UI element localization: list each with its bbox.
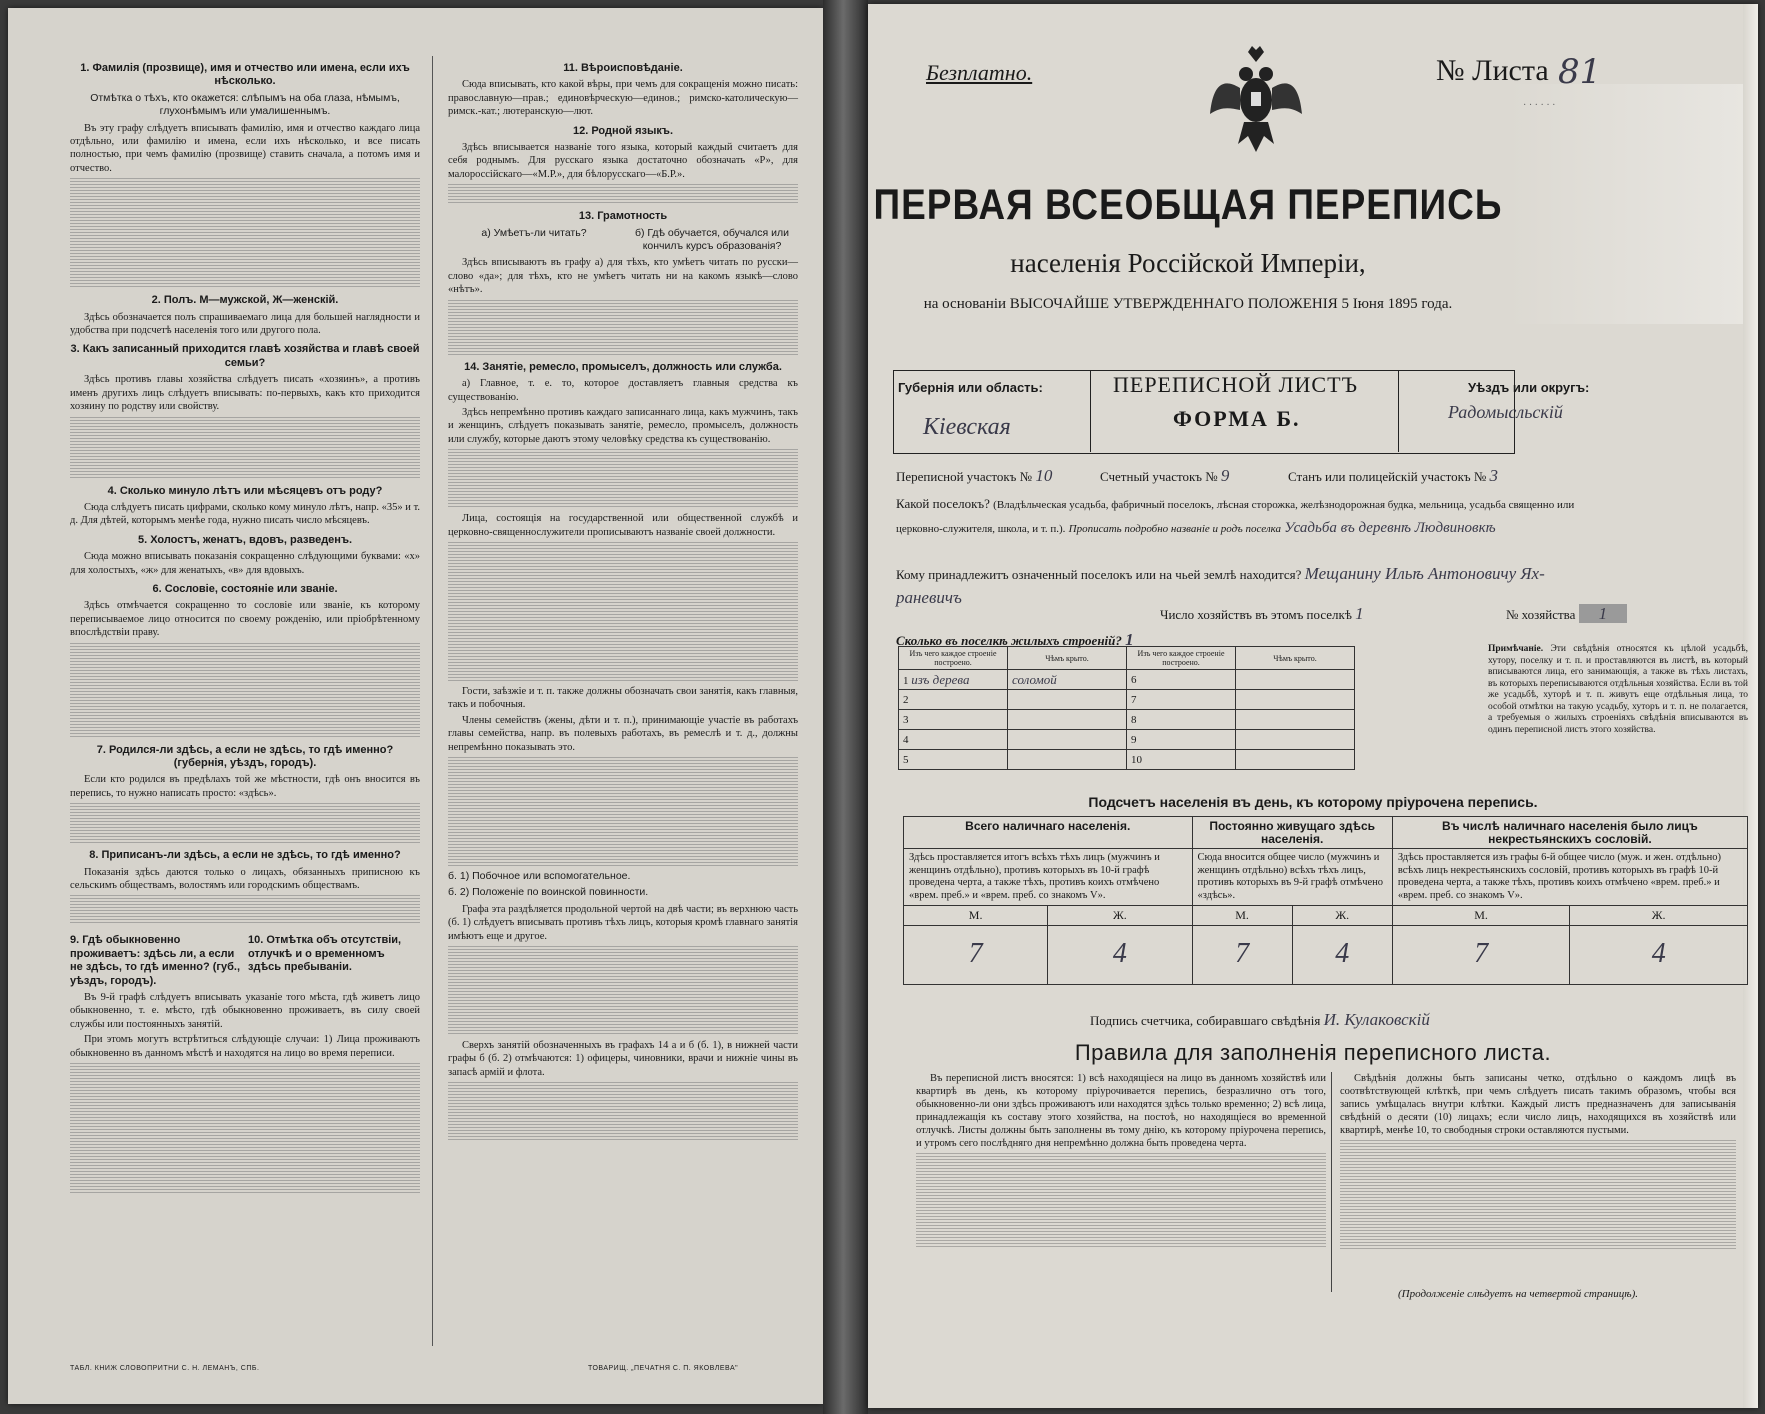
text-block xyxy=(916,1153,1326,1249)
male-header: М. xyxy=(1192,906,1292,926)
text-block xyxy=(448,1082,798,1142)
section-12-text: Здѣсь вписывается названіе того языка, который каждый считаетъ для себя роднымъ. Для русскаго языка достаточно обозначать «Р», для малороссійскаго—«М.Р.», для бѣлорусскаго—«Б.Р.». xyxy=(448,142,798,180)
section-13b-title: б) Гдѣ обучается, обучался или кончилъ курсъ образованія? xyxy=(634,226,790,253)
free-of-charge-label: Безплатно. xyxy=(926,60,1033,85)
row-number: 10 xyxy=(1127,750,1236,770)
roof-header-2: Чѣмъ крыто. xyxy=(1236,647,1355,670)
table-cell xyxy=(1236,750,1355,770)
text-block xyxy=(448,757,798,867)
section-14-title: 14. Занятіе, ремесло, промыселъ, должность или служба. xyxy=(464,360,782,373)
section-1-text: Въ эту графу слѣдуетъ вписывать фамилію, имя и отчество каждаго лица отдѣльно, или фамилію и имена, если ихъ нѣсколько, и все писать полностью, при чемъ фамилію (прозвище) ставить сначала, а потомъ имя и отчество. xyxy=(70,122,420,174)
page-title: ПЕРВАЯ ВСЕОБЩАЯ ПЕРЕПИСЬ xyxy=(873,180,1503,228)
permanent-male-count: 7 xyxy=(1192,925,1292,984)
table-cell xyxy=(1236,710,1355,730)
book-spine xyxy=(823,0,868,1414)
text-block xyxy=(448,184,798,204)
box-divider xyxy=(1398,370,1399,452)
section-13-title: 13. Грамотность xyxy=(578,210,668,223)
settlement-note: (Владѣльческая усадьба, фабричный поселокъ, лѣсная сторожка, желѣзнодорожная будка, мельница, усадьба священно или xyxy=(993,499,1575,511)
text-block xyxy=(448,449,798,509)
left-page xyxy=(8,8,823,1404)
table-row xyxy=(899,670,1355,690)
text-block xyxy=(448,542,798,682)
form-type: ФОРМА Б. xyxy=(1173,406,1301,431)
row-number: 1 xyxy=(903,674,909,687)
section-14-text-3: Гости, заѣзжіе и т. п. также должны обозначать свои занятія, какъ главныя, такъ и побочныя. xyxy=(448,685,798,711)
row-number: 2 xyxy=(899,690,1008,710)
instructions-column-2 xyxy=(448,56,798,1145)
table-cell xyxy=(1008,690,1127,710)
column-divider xyxy=(432,56,433,1346)
section-8-title: 8. Приписанъ-ли здѣсь, а если не здѣсь, то гдѣ именно? xyxy=(89,849,401,862)
settlement-note-2: церковно-служителя, школа, и т. п.). xyxy=(896,523,1066,535)
section-5-text: Сюда можно вписывать показанія сокращенно слѣдующими буквами: «х» для холостыхъ, «ж» для женатыхъ, «в» для вдовыхъ. xyxy=(70,551,420,576)
section-9-title: 9. Гдѣ обыкновенно проживаетъ: здѣсь ли, а если не здѣсь, то гдѣ именно? (губ., уѣздъ, городъ). xyxy=(70,934,241,987)
section-7-title: 7. Родился-ли здѣсь, а если не здѣсь, то гдѣ именно? (губернія, уѣздъ, городъ). xyxy=(96,743,394,769)
section-14a-title: а) Главное, т. е. то, которое доставляетъ главныя средства къ существованію. xyxy=(448,378,798,403)
census-section-label: Переписной участокъ № xyxy=(896,469,1033,484)
settlement-value: Усадьба въ деревнѣ Людвиновкѣ xyxy=(1284,520,1496,536)
building-material-value: изъ дерева xyxy=(911,671,970,687)
section-6-title: 6. Сословіе, состояніе или званіе. xyxy=(152,582,338,595)
enumerator-signature xyxy=(1090,1010,1430,1030)
row-number: 7 xyxy=(1127,690,1236,710)
section-1-subtitle: Отмѣтка о тѣхъ, кто окажется: слѣпымъ на оба глаза, нѣмымъ, глухонѣмымъ или умалишеннымъ. xyxy=(90,91,400,118)
signature-label: Подпись счетчика, собиравшаго свѣдѣнія xyxy=(1090,1013,1321,1028)
table-row xyxy=(899,730,1355,750)
note-text: Эти свѣдѣнія относятся къ цѣлой усадьбѣ, хутору, поселку и т. п. и проставляются въ листѣ, въ который вписываются лица, его занимающія, а также въ тѣхъ листахъ, въ которыхъ переписываются отдѣльныя хозяйства. Если въ той же усадьбѣ, хуторѣ и т. п. живутъ еще отдѣльныя лица, то особой отмѣтки на такую усадьбу, хуторъ и т. п. не полагается, а требуемыя о жилыхъ строеніяхъ свѣдѣнія вписываются въ одинъ переписной листъ этого хозяйства. xyxy=(1488,644,1748,735)
rules-paragraph: Въ переписной листъ вносятся: 1) всѣ находящіеся на лицо въ данномъ хозяйствѣ или квартирѣ въ день, къ которому пріурочивается перепись, безразлично отъ того, обыкновенно-ли они здѣсь проживаютъ или находятся здѣсь только временно; 2) всѣ лица, принадлежащія къ составу этого хозяйства, на постоѣ, но находящіеся во временной отлучкѣ. Листы должны быть заполнены въ тому днію, къ которому пріурочена перепись, и утромъ сего послѣдняго дня непремѣнно должна быть проведена черта. xyxy=(916,1073,1326,1149)
non-peasant-population-instructions: Здѣсь проставляется изъ графы 6-й общее число (муж. и жен. отдѣльно) всѣхъ лицъ некрестьянскихъ сословій, противъ которыхъ въ графѣ 10-й проведена черта, а также тѣхъ, противъ коихъ отмѣчено «врем. преб.» и «врем. преб. со знакомъ V». xyxy=(1392,849,1747,906)
section-13a-title: а) Умѣетъ-ли читать? xyxy=(481,226,587,239)
present-female-count: 4 xyxy=(1048,925,1192,984)
printer-imprint-right: ТОВАРИЩ. „ПЕЧАТНЯ С. П. ЯКОВЛЕВА" xyxy=(588,1365,739,1372)
section-14-text-4: Члены семействъ (жены, дѣти и т. п.), принимающіе участіе въ работахъ главы семейства, напр. въ полевыхъ работахъ, въ ремеслѣ и т. д., должны непремѣнно показывать это. xyxy=(448,714,798,753)
row-number: 4 xyxy=(899,730,1008,750)
table-cell xyxy=(1008,710,1127,730)
owner-value: Мещанину Ильѣ Антоновичу Ях- xyxy=(1304,564,1545,583)
male-header: М. xyxy=(1392,906,1570,926)
section-2-text: Здѣсь обозначается полъ спрашиваемаго лица для большей наглядности и удобства при подсчетѣ населенія того или другого пола. xyxy=(70,311,420,337)
section-14-text-6: Сверхъ занятій обозначенныхъ въ графахъ 14 а и б (б. 1), в нижней части графы б (б. 2) отмѣчаются: 1) офицеры, чиновники, врачи и нижніе чины въ запасѣ армій и флота. xyxy=(448,1040,798,1078)
section-13-text: Здѣсь вписываютъ въ графу а) для тѣхъ, кто умѣетъ читать по русски—слово «да»; для тѣхъ, кто не умѣетъ читать ни на какомъ языкѣ—слово «нѣтъ». xyxy=(448,257,798,296)
sheet-number-label: № Листа xyxy=(1436,54,1549,87)
row-number: 9 xyxy=(1127,730,1236,750)
table-row xyxy=(899,750,1355,770)
text-block xyxy=(1340,1140,1736,1250)
dwellings-table xyxy=(898,646,1355,770)
section-9-text-2: При этомъ могутъ встрѣтиться слѣдующіе случаи: 1) Лица проживаютъ обыкновенно въ данномъ мѣстѣ и находятся на лицо во время переписи. xyxy=(70,1034,420,1059)
imperial-eagle-icon xyxy=(1208,44,1304,156)
non-peasant-population-header: Въ числѣ наличнаго населенія было лицъ некрестьянскихъ сословій. xyxy=(1392,817,1747,849)
row-number: 6 xyxy=(1127,670,1236,690)
row-number: 5 xyxy=(899,750,1008,770)
section-6-text: Здѣсь отмѣчается сокращенно то сословіе или званіе, къ которому переписываемое лицо относится по своему рожденію, или пріобрѣтенному впослѣдствіи праву. xyxy=(70,600,420,639)
permanent-female-count: 4 xyxy=(1292,925,1392,984)
rules-text-right xyxy=(1340,1072,1736,1253)
text-block xyxy=(70,1063,420,1193)
owner-label: Кому принадлежитъ означенный поселокъ или на чьей землѣ находится? xyxy=(896,567,1302,582)
text-block xyxy=(448,946,798,1036)
household-number-label: № хозяйства xyxy=(1506,607,1576,622)
police-district-value: 3 xyxy=(1489,466,1499,485)
counting-section-label: Счетный участокъ № xyxy=(1100,469,1218,484)
table-row xyxy=(899,690,1355,710)
material-header: Изъ чего каждое строеніе построено. xyxy=(899,647,1008,670)
roof-header: Чѣмъ крыто. xyxy=(1008,647,1127,670)
section-4-title: 4. Сколько минуло лѣтъ или мѣсяцевъ отъ роду? xyxy=(107,484,383,497)
text-block xyxy=(70,803,420,843)
section-5-title: 5. Холостъ, женатъ, вдовъ, разведенъ. xyxy=(137,533,353,546)
census-form-page xyxy=(868,4,1758,1408)
table-cell xyxy=(1236,690,1355,710)
female-header: Ж. xyxy=(1292,906,1392,926)
households-label: Число хозяйствъ въ этомъ поселкѣ xyxy=(1160,607,1352,622)
table-row xyxy=(899,710,1355,730)
material-header-2: Изъ чего каждое строеніе построено. xyxy=(1127,647,1236,670)
section-8-text: Показанія здѣсь даются только о лицахъ, обязанныхъ приписною къ сельскимъ обществамъ, волостямъ или городскимъ обществамъ. xyxy=(70,866,420,891)
section-14b-title: б. 1) Побочное или вспомогательное. xyxy=(448,869,631,882)
present-population-header: Всего наличнаго населенія. xyxy=(904,817,1193,849)
signature-value: И. Кулаковскій xyxy=(1323,1010,1430,1029)
table-cell xyxy=(1236,670,1355,690)
instructions-column-1 xyxy=(70,56,420,1196)
settlement-instruction: Прописать подробно названіе и родъ поселка xyxy=(1068,523,1282,535)
legal-basis-line: на основаніи ВЫСОЧАЙШЕ УТВЕРЖДЕННАГО ПОЛОЖЕНІЯ 5 Іюня 1895 года. xyxy=(923,296,1453,312)
text-block xyxy=(70,417,420,479)
district-value: Радомысльскій xyxy=(1448,402,1563,422)
text-block xyxy=(70,178,420,288)
section-3-text: Здѣсь противъ главы хозяйства слѣдуетъ писать «хозяинъ», а противъ именъ другихъ лицъ слѣдуетъ вписывать: по-первыхъ, какъ кто приходится хозяину по родству или свойству. xyxy=(70,374,420,413)
non-peasant-male-count: 7 xyxy=(1392,925,1570,984)
section-7-text: Если кто родился въ предѣлахъ той же мѣстности, гдѣ онъ вносится въ перепись, то нужно написать просто: «здѣсь». xyxy=(70,774,420,799)
rules-paragraph: Свѣдѣнія должны быть записаны четко, отдѣльно о каждомъ лицѣ въ соотвѣтствующей клѣткѣ, при чемъ слѣдуетъ писать такимъ образомъ, чтобы вся запись умѣщалась внутри клѣтки. Каждый листъ предназначенъ для записыванія свѣдѣній о десяти (10) лицахъ; если число лицъ, находящихся въ хозяйствѣ или квартирѣ, менѣе 10, то свободныя строки оставляются пустыми. xyxy=(1340,1073,1736,1136)
permanent-population-instructions: Сюда вносится общее число (мужчинъ и женщинъ отдѣльно) всѣхъ тѣхъ лицъ, противъ которыхъ въ 9-й графѣ отмѣчено «здѣсь». xyxy=(1192,849,1392,906)
section-11-title: 11. Вѣроисповѣданіе. xyxy=(563,62,683,74)
table-cell xyxy=(1008,730,1127,750)
form-title: ПЕРЕПИСНОЙ ЛИСТЪ xyxy=(1113,372,1359,397)
female-header: Ж. xyxy=(1570,906,1748,926)
continuation-note: (Продолженіе слѣдуетъ на четвертой страницѣ). xyxy=(1398,1288,1638,1300)
counting-section-value: 9 xyxy=(1220,466,1230,485)
female-header: Ж. xyxy=(1048,906,1192,926)
police-district-label: Станъ или полицейскій участокъ № xyxy=(1288,469,1487,484)
table-cell xyxy=(1236,730,1355,750)
dwellings-label: Сколько въ поселкѣ жилыхъ строеній? xyxy=(896,633,1122,648)
male-header: М. xyxy=(904,906,1048,926)
household-number-value: 1 xyxy=(1579,604,1628,623)
section-9-text: Въ 9-й графѣ слѣдуетъ вписывать указаніе того мѣста, гдѣ живетъ лицо обыкновенно, т. е. мѣсто, гдѣ обыкновенно проживаетъ, въ силу своей службы или постоянныхъ занятій. xyxy=(70,992,420,1030)
row-number: 3 xyxy=(899,710,1008,730)
section-2-title: 2. Полъ. М—мужской, Ж—женскій. xyxy=(151,294,339,307)
section-1-title: 1. Фамилія (прозвище), имя и отчество или имена, если ихъ нѣсколько. xyxy=(80,62,410,88)
present-male-count: 7 xyxy=(904,925,1048,984)
box-divider xyxy=(1090,370,1091,452)
text-block xyxy=(448,300,798,355)
population-count-table xyxy=(903,816,1748,985)
rules-divider xyxy=(1331,1072,1332,1292)
section-3-title: 3. Какъ записанный приходится главѣ хозяйства и главѣ своей семьи? xyxy=(70,343,420,369)
table-cell xyxy=(1008,750,1127,770)
note-title: Примѣчаніе. xyxy=(1488,644,1544,654)
section-14-text-2: Лица, состоящія на государственной или общественной службѣ и церковно-священнослужители прописываютъ названіе своей должности. xyxy=(448,513,798,538)
rules-text-left xyxy=(916,1072,1326,1252)
owner-value-cont: раневичъ xyxy=(896,588,962,607)
sheet-number-value: 81 xyxy=(1558,52,1602,92)
bleed-through-text: · · · · · · xyxy=(1523,100,1556,111)
permanent-population-header: Постоянно живущаго здѣсь населенія. xyxy=(1192,817,1392,849)
settlement-label: Какой поселокъ? xyxy=(896,496,990,511)
population-count-heading: Подсчетъ населенія въ день, къ которому пріурочена перепись. xyxy=(1088,794,1538,810)
dwellings-value: 1 xyxy=(1125,630,1134,649)
text-block xyxy=(70,895,420,925)
section-12-title: 12. Родной языкъ. xyxy=(572,124,673,137)
text-block xyxy=(70,643,420,738)
building-roof-value: соломой xyxy=(1008,670,1127,690)
province-label: Губернія или область: xyxy=(898,380,1043,395)
adjacent-sheet-edge xyxy=(1508,84,1748,324)
present-population-instructions: Здѣсь проставляется итогъ всѣхъ тѣхъ лицъ (мужчинъ и женщинъ отдѣльно), противъ которыхъ въ 10-й графѣ проведена черта, а также тѣхъ, противъ коихъ отмѣчено «врем. преб.» и «врем. преб. со знакомъ V». xyxy=(904,849,1193,906)
section-14c-title: б. 2) Положеніе по воинской повинности. xyxy=(448,886,649,899)
section-14-text: Здѣсь непремѣнно противъ каждаго записаннаго лица, какъ мужчинъ, такъ и женщинъ, слѣдуетъ показывать занятіе, ремесло, промыселъ, должность или службу, которые даютъ этому человѣку средства къ существованію. xyxy=(448,406,798,445)
province-value: Кіевская xyxy=(923,414,1011,440)
households-value: 1 xyxy=(1355,604,1364,623)
section-10-title: 10. Отмѣтка объ отсутствіи, отлучкѣ и о временномъ здѣсь пребываніи. xyxy=(248,934,402,974)
section-4-text: Сюда слѣдуетъ писать цифрами, сколько кому минуло лѣтъ, напр. «35» и т. д. Для дѣтей, которымъ менѣе года, нужно писать число мѣсяцевъ. xyxy=(70,501,420,527)
page-subtitle: населенія Россійской Имперіи, xyxy=(1010,248,1366,278)
printer-imprint-left: ТАБЛ. КНИЖ СЛОВОПРИТНИ С. Н. ЛЕМАНЪ, СПБ. xyxy=(70,1365,260,1372)
district-label: Уѣздъ или округъ: xyxy=(1468,380,1590,395)
section-14-text-5: Графа эта раздѣляется продольной чертой на двѣ части; въ верхнюю часть (б. 1) слѣдуетъ вписывать противъ тѣхъ лицъ, которыя кромѣ главнаго занятія имѣютъ еще и другое. xyxy=(448,903,798,942)
row-number: 8 xyxy=(1127,710,1236,730)
rules-title: Правила для заполненія переписного листа. xyxy=(1074,1040,1552,1065)
non-peasant-female-count: 4 xyxy=(1570,925,1748,984)
dwellings-note xyxy=(1488,644,1748,736)
census-section-value: 10 xyxy=(1035,466,1053,485)
section-11-text: Сюда вписывать, кто какой вѣры, при чемъ для сокращенія можно писать: православную—прав.; единовѣрческую—единов.; римско-католическую—римск.-кат.; лютеранскую—лют. xyxy=(448,79,798,118)
